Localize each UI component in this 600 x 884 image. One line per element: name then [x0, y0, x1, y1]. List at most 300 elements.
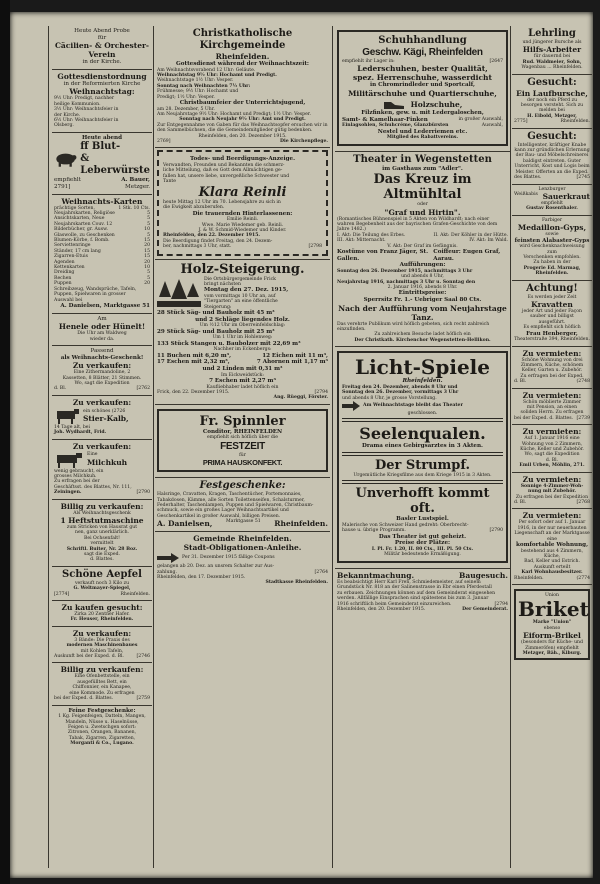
billig2-line: eine Kommode. Zu erfragen	[69, 690, 135, 696]
pig-icon	[54, 148, 77, 170]
karten-line: Auswahl bei	[54, 297, 83, 303]
holz-line: "Tiergarten" an eine öffentliche	[204, 299, 278, 305]
sauerkraut-line: Lenzburger	[538, 186, 566, 192]
column-rule	[153, 26, 154, 868]
briket-line: ebenso	[543, 625, 561, 631]
holz-line: Steigerung:	[204, 304, 232, 310]
lehrling-title: Lehrling	[528, 28, 576, 39]
holz-line: Kaufliebhaber ladet höflich ein	[206, 384, 279, 390]
karten-ad	[52, 195, 152, 314]
milchkuh-title: Milchkuh	[87, 457, 128, 467]
karten-line: Puppen, Spielwaren in grosser	[54, 292, 126, 298]
medaillon-ad	[512, 216, 592, 281]
todes-line: heute Mittag 12 Uhr im 70. Lebensjahre zu sich in	[163, 199, 281, 205]
schuh-ad	[335, 26, 510, 152]
kalb-title: Stier-Kalb,	[83, 413, 129, 423]
achtung-line: sauber und billigst	[530, 314, 574, 320]
vermieten-line: Wohnung von 2 Zimmern,	[521, 441, 583, 447]
holz-item: 28 Stück Säg- und Bauholz mit 45 m³	[157, 310, 275, 317]
gottesdienst-line: der Kirche.	[54, 112, 81, 118]
billig2-ad	[52, 663, 152, 705]
feigen-line: Mandeln, Nüsse u. Haselnüsse,	[65, 719, 139, 725]
geschenk-line: Wo, sagt die Expedition	[74, 380, 130, 386]
holz-item: 12 Eichen mit 11 m³,	[262, 352, 328, 359]
gesucht2-line: Intelligenter, kräftiger Knabe	[517, 142, 587, 148]
holz-line: bringt nächsten	[204, 281, 241, 287]
karten-item: Neujahrskarten Couv. 12 5	[54, 221, 150, 227]
gesucht-title: Gesucht:	[527, 76, 577, 88]
probe-line: für	[97, 34, 107, 41]
spinnler-festzeit: FESTZEIT	[220, 440, 265, 452]
gemeinde-line: zahlung.	[157, 569, 177, 575]
ornament-border	[157, 150, 328, 255]
vermieten-line: Zimmern, Küche, schönem	[520, 363, 584, 368]
vermieten-name: Karl Wohnhausbesitzer.	[521, 570, 583, 576]
theater-line: Zu zahlreichem Besuche ladet höflich ein	[374, 332, 471, 338]
festgeschenke-title: Festgeschenke:	[199, 480, 286, 492]
schuh-box	[337, 30, 508, 146]
todes-anzeige	[155, 148, 330, 259]
lehrling-line: für dauernd bei	[533, 54, 571, 60]
kaufen-name: Fr. Heuser, Rheinfelden.	[70, 617, 134, 623]
karten-item: Rechen 5	[54, 275, 150, 281]
geschenk-line: d. Bl.	[54, 386, 67, 392]
verkaufen2-ad	[52, 627, 152, 664]
geschenk-line: als Weihnachts-Geschenk!	[60, 354, 144, 361]
achtung-line: Theaterstraße 394, Rheinfelden.	[514, 337, 590, 343]
holz-item: 7 Eschen mit 2,27 m³	[209, 377, 276, 384]
shoe-icon	[383, 98, 405, 110]
festgeschenke-line: Halsringe, Cravatten, Kragen, Taschentücher, Portemonnaies,	[157, 492, 302, 498]
todes-line: Die Beerdigung findet Freitag, den 24. Dezem-	[163, 238, 273, 244]
schuh-line: Samt- & Kamelhaar-Finken	[342, 116, 428, 123]
holz-date: Montag den 27. Dez. 1915,	[204, 287, 289, 294]
cow-icon	[54, 451, 84, 469]
verkaufen2-line: Auskunft bei der Exped. d. Bl.	[54, 654, 124, 660]
karten-item: Puppen 20	[54, 281, 150, 287]
festgeschenke-line: Tabakdosen, Kämme, alle Sorten Toilettenseifen, Schalsturmer,	[157, 497, 305, 503]
vermieten-line: Schöne Wohnung von drei	[521, 357, 583, 363]
kirche-line: Frühmesse; 9½ Uhr: Hochamt und	[157, 89, 239, 95]
achtung-name: Frau Henberger,	[526, 330, 578, 337]
briket-name: Metzger, Bäh., Kiburg.	[522, 651, 582, 656]
achtung-line: jeder Art und jeder Façon	[522, 308, 582, 314]
karten-item: Glaswolle, zu Geschenken 5	[54, 232, 150, 238]
theater-line: Kostüme von Franz Jäger, St. Gallen.	[337, 249, 429, 262]
geschenk-line: Passend	[90, 347, 114, 354]
kalb-name: Joh. Wydhardt, Frid.	[54, 430, 107, 436]
achtung-sub: Kravatten	[531, 299, 573, 309]
lichtspiele-box	[337, 351, 508, 563]
gesucht-sub: Ein Laufbursche,	[516, 88, 588, 98]
briket-ad	[512, 585, 592, 665]
theater-play: Das Kreuz im Altmühltal	[373, 172, 472, 203]
vermieten-line: Liegenschaft an der Marktgasse	[514, 531, 590, 537]
gottesdienst-line: Olsberg.	[54, 123, 74, 129]
gottesdienst-line: 3½ Uhr: Weihnachtsfeier in	[54, 107, 119, 113]
henele-line: wieder da.	[89, 336, 115, 342]
pointing-hand-icon	[342, 401, 360, 411]
karten-item: Serviettenringe 20	[54, 243, 150, 249]
spinnler-sub: Conditor, RHEINFELDEN	[202, 428, 283, 435]
holz-time: Im Eickweidstück:	[221, 372, 264, 378]
vermieten-line: eine	[547, 536, 557, 542]
vermieten-line: Per sofort oder auf 1. Januar	[518, 520, 586, 526]
geschenk-line: Eine Zithermandoline, 2	[73, 370, 131, 376]
billig-line: vermittelt	[90, 541, 114, 547]
achtung-line: Es werden jeder Zeit	[527, 294, 577, 300]
ad-code: [2794	[314, 389, 328, 395]
theater-akt: II. Akt: Der Köhler in der Hütte.	[433, 232, 508, 238]
ad-code: 2769]	[157, 139, 171, 145]
kaufen-head: Zu kaufen gesucht:	[61, 603, 143, 613]
lichtspiele-ad	[335, 347, 510, 569]
milchkuh-place: Zeiningen.	[54, 490, 82, 496]
festgeschenke-line: schmuck, sowie ein großes Lager Weihnachtsartikel und	[157, 508, 289, 514]
schuh-line: Einlagsohlen, Schuhcréme, Glanzbürsten	[342, 123, 449, 129]
todes-title: Todes- und Beerdigungs-Anzeige.	[189, 156, 296, 163]
vermieten-title: Zu vermieten:	[522, 348, 582, 358]
karten-item: Neujahrskarten, Religiöse 5	[54, 211, 150, 216]
ad-code: [2790	[136, 490, 150, 496]
karten-item: Ständer, 17 cm lang 15	[54, 248, 150, 254]
ad-code: 2791]	[54, 184, 71, 190]
feigen-line: Zitronen, Orangen, Bananen,	[67, 730, 137, 736]
kirche-line: Christbaumfeier der Unterrichtsjugend,	[179, 100, 306, 107]
briket-box	[514, 589, 590, 660]
gesucht-line: Rheinfelden.	[560, 119, 590, 125]
ad-code: [2798	[308, 244, 322, 250]
vermieten-line: Sonnige 4-Zimmer-Woh-	[520, 483, 584, 489]
holz-steigerung	[155, 260, 330, 405]
leberwurst-title: & Leberwürste	[80, 153, 150, 177]
gesucht2-line: kann zur gründlichen Erlernung	[514, 148, 590, 154]
todes-line: ber, nachmittags 3 Uhr, statt.	[163, 244, 232, 250]
gemeinde-line: Per 31. Dezember 1915 fällige Coupons	[182, 555, 275, 561]
billig-line: zum Stricken von Hausrat gut	[66, 524, 138, 530]
schuh-line: Holzschuhe,	[410, 99, 463, 109]
knabe-ad	[512, 129, 592, 185]
schuh-line: in großer Auswahl,	[458, 116, 503, 122]
theater-line: Neujahrstag 1916, nachmittags 3 Uhr u. Sonntag den	[337, 279, 476, 285]
schuh-line: in Chromrindleder und Sportcalf,	[370, 82, 475, 89]
karten-title: Weihnachts-Karten	[61, 196, 143, 206]
kirche-line: Am Weihnachtsvorabend 12 Uhr: Geläute.	[157, 67, 256, 73]
lichtspiele-line: Militär bedeutende Ermäßigung.	[384, 552, 461, 558]
film-title: Der Strumpf.	[374, 458, 471, 474]
vermieten-title: Zu vermieten:	[522, 427, 582, 437]
theater-head: Aufführungen:	[399, 262, 446, 269]
vermieten-line: Schön möblierte Zimmer	[522, 399, 582, 405]
bau-line: 1916 schriftlich beim Gemeinderat einzureichen.	[337, 601, 452, 607]
theater-line: Sperrsitz Fr. 1.- Uebriger Saal 80 Cts.	[363, 297, 482, 304]
todes-line: fallen hat, unsere liebe, unvergeßliche Schwester und	[163, 173, 290, 179]
kirche-line: Weihnachtstage 1½ Uhr: Vesper.	[157, 78, 234, 84]
schuh-line: spez. Herrenschuhe, wasserdicht	[353, 73, 492, 83]
karten-item: Bilderbücher, gr. Ausw. 10	[54, 227, 150, 233]
theater-line: Coiffeur: Eugen Graf, Aarau.	[433, 249, 501, 262]
gesucht2-line: baldigst eintreten. Guter	[523, 158, 581, 164]
festgeschenke-line: Geschenkartikel in großer Auswahl, billigen Preisen.	[157, 513, 281, 519]
bau-place: Rheinfelden, den 20. Dezember 1915.	[337, 606, 426, 612]
spinnler-box	[157, 409, 328, 472]
probe-line: in der Kirche.	[82, 59, 122, 66]
blut-line: empfiehlt	[54, 177, 81, 184]
bau-line: Grundstück Nr. 818 an der Salinenstrasse in Ebr einen Pferdestall	[337, 585, 492, 591]
holz-place: Frick, den 22. Dezember 1915.	[157, 389, 230, 395]
kalb-line: 14 Tage alt, bei	[54, 424, 90, 430]
column-rule	[510, 26, 511, 868]
ad-code: [2647	[489, 59, 503, 64]
vermieten-line: Rheinfelden.	[514, 575, 544, 581]
lichtspiele-title: Licht-Spiele	[355, 355, 490, 380]
vermieten-ad	[512, 389, 592, 426]
lichtspiele-line: Sonntag den 26. Dezember, vormittags 3 Uhr	[342, 390, 459, 396]
vermieten-line: bestehend aus 4 Zimmern, Küche,	[520, 548, 584, 559]
milchkuh-head: Zu verkaufen:	[72, 441, 132, 451]
todes-line: liche Mitteilung, daß es Gott dem Allmächtigen ge-	[163, 168, 283, 174]
column-rule	[332, 26, 333, 868]
lehrling-line: und jüngerer Bursche als	[522, 40, 582, 45]
vermieten-title: Zu vermieten:	[522, 390, 582, 400]
todes-line: Emilie Reinli.	[226, 217, 259, 223]
holz-item: 17 Eschen mit 2,32 m³,	[157, 359, 230, 366]
todes-line: die Ewigkeit abzuberufen.	[163, 205, 225, 211]
kirche-sign: Die Kirchenpflege.	[279, 139, 328, 145]
billig-title: 1 Heftstutmaschine	[60, 515, 144, 525]
holz-time: Um 1 Uhr im Hohlenweg:	[212, 335, 273, 341]
holz-sign: Ang. Rüeggi, Förster.	[273, 395, 328, 401]
gemeinde-line: gelangen ab 20. Dez. an unsrem Schalter zur Aus-	[157, 564, 275, 570]
theater-akt: V. Akt: Der Graf im Gefängnis.	[387, 243, 458, 249]
geschenk-title: Zu verkaufen:	[72, 361, 132, 371]
spinnler-line: für	[239, 452, 246, 458]
kaufen-line: Zirka 20 Zentner Hafer.	[74, 612, 130, 618]
ad-code: [2759	[136, 696, 150, 702]
schuh-title: Schuhhandlung	[378, 35, 467, 46]
gottesdienst-line: heilige Kommunion.	[54, 101, 101, 107]
lehrling-ad	[512, 26, 592, 75]
verkaufen2-head: Zu verkaufen:	[72, 628, 132, 638]
sauerkraut-ad	[512, 185, 592, 216]
achtung-ad	[512, 281, 592, 347]
vermieten-ad	[512, 473, 592, 510]
gottesdienst-title: Gottesdienstordnung	[57, 71, 147, 81]
holz-item: 29 Stück Säg- und Bauholz mit 25 m³	[157, 328, 275, 335]
sauerkraut-title: Sauerkraut	[542, 191, 590, 201]
todes-line: Rheinfelden, den 22. Dezember 1915.	[163, 233, 260, 239]
gemeinde-title: Gemeinde Rheinfelden.	[193, 534, 292, 544]
billig2-line: Eine Ofenbettstelle, ein	[74, 674, 130, 680]
henele-title: Henele oder Hünelt!	[58, 322, 146, 332]
ad-code: [2790	[489, 528, 503, 534]
ad-code: [2745	[576, 175, 590, 181]
gemeinde-sub: Stadt-Obligationen-Anleihe.	[183, 543, 302, 553]
spinnler-name: Fr. Spinnler	[199, 413, 286, 429]
vermieten-line: nung mit Zubehör.	[528, 489, 576, 495]
theater-line: Das verehrte Publikum wird höflich gebeten, sich recht zahlreich einzufinden.	[337, 321, 490, 333]
lehrling-name: Rud. Waldmeier, Sohn,	[522, 59, 582, 65]
ad-code: 2775]	[514, 119, 528, 125]
vermieten-title: Zu vermieten:	[522, 474, 582, 484]
theater-line: 2. Januar 1916, abends 8 Uhr.	[387, 285, 458, 291]
billig-line: sagt die Exped.	[84, 552, 120, 557]
probe-line: Heute Abend Probe	[74, 28, 130, 34]
gottesdienst-line: 9½ Uhr: Predigt, nachher	[54, 96, 115, 102]
column-3	[335, 26, 510, 868]
lichtspiele-prices: I. Pl. Fr. 1.20, II. 80 Cts., III. Pl. 50 Cts.	[371, 547, 474, 553]
bau-title: Bekanntmachung.	[337, 570, 415, 580]
column-rule	[48, 26, 49, 868]
ad-code: [2762	[136, 386, 150, 392]
gesucht2-line: des Blattes.	[514, 175, 542, 181]
ad-code: [2739	[576, 415, 590, 421]
vermieten-line: Auskunft erteilt	[533, 564, 571, 570]
gemeinde-place: Rheinfelden, den 17. Dezember 1915.	[157, 575, 246, 580]
aepfel-line: verkauft noch 3 Kilo zu	[74, 580, 130, 586]
gemeinde-notice	[155, 532, 330, 589]
kirche-line: Am Neujahrstage 9½ Uhr: Hochamt und Predigt; 1½ Uhr: Vesper.	[157, 112, 311, 118]
lichtspiele-line: geschlossen.	[407, 411, 438, 417]
medaillon-name: Progerie Ed. Marmag,	[523, 265, 581, 271]
achtung-line: ausgeführt.	[538, 319, 566, 325]
lichtspiele-line: Am Weihnachtstage bleibt das Theater	[363, 403, 463, 409]
karten-item: Zigarren-Etuis 15	[54, 254, 150, 260]
festgeschenke-line: Federhalter, Taschenlampen, Puppen und Spielwaren, Christbaum-	[157, 502, 314, 508]
holz-title: Holz-Steigerung.	[180, 261, 305, 277]
theater-akt: III. Akt: Mitternacht.	[337, 238, 386, 244]
gottesdienst-head: Weihnachtstag:	[69, 87, 135, 97]
medaillon-line: wird Geschenknachweisung zum	[519, 244, 585, 255]
film-sub: Urgemütliche Kriegsfilme aus dem Kriege 1915 in 3 Akten.	[353, 473, 492, 479]
vermieten-line: Keller, Garten u. Zubehör.	[521, 368, 583, 374]
holz-item: und 2 Linden mit 0,31 m³	[202, 365, 283, 372]
ad-code: [2768	[576, 499, 590, 505]
medaillon-line: sowie	[545, 232, 559, 238]
karten-item: Blumen-Körbe, f. Bomb. 15	[54, 238, 150, 244]
ad-code: [2794	[494, 601, 508, 607]
medaillon-line: Rheinfelden.	[535, 271, 569, 277]
holz-item: 7 Ahornen mit 1,17 m³	[256, 359, 328, 366]
aepfel-title: Schöne Aepfel	[62, 568, 142, 580]
ad-code: [2764	[314, 569, 328, 575]
festgeschenke-addr: Marktgasse 51	[226, 519, 261, 525]
lichtspiele-line: Preise der Plätze:	[394, 540, 451, 547]
gemeinde-sign: Stadtkasse Rheinfelden.	[265, 580, 328, 586]
milchkuh-line: grosses Milchkuh.	[54, 473, 97, 479]
theater-line: und abends 8 Uhr,	[401, 274, 444, 280]
kirche-line: Weihnachtstag 9½ Uhr: Hochamt und Predigt.	[157, 73, 277, 78]
lichtspiele-line: Malerische von Schweizer Hand gedreht: Oberbrecht-	[342, 523, 469, 529]
theater-oder: oder	[417, 202, 428, 208]
gottesdienst-line: 6½ Uhr: Weihnachtsfeier in	[54, 118, 119, 123]
theater-play2: "Graf und Hirtin".	[384, 207, 461, 217]
aepfel-ad	[52, 567, 152, 601]
laufbursche-ad	[512, 75, 592, 129]
lehrling-line: Wagenbau ... Rheinfelden.	[521, 65, 583, 71]
cow-icon	[54, 407, 80, 425]
vermieten-ad	[512, 425, 592, 472]
vermieten-title: Zu vermieten:	[522, 511, 582, 521]
kalb-line: ein schönes (2726	[83, 408, 126, 414]
gesucht-line: melden bei	[539, 108, 565, 114]
blut-name: A. Bauer,	[121, 177, 150, 184]
vermieten-line: Küche, Keller und Zubehör.	[520, 447, 584, 453]
vermieten-line: d. Bl.	[545, 457, 559, 463]
ad-code: (2748	[576, 379, 590, 385]
vermieten-line: Zu erfragen bei der Expedition	[515, 494, 589, 500]
henele-line: Die Uhr am Waldweg	[77, 331, 127, 337]
briket-line: (besonders für Küche- und	[521, 640, 583, 646]
blut-line: Metzger.	[125, 184, 150, 190]
briket-title: Briket	[518, 597, 589, 622]
achtung-line: Es empfiehlt sich höflich	[523, 325, 581, 331]
film-title: Unverhofft kommt oft.	[355, 486, 490, 517]
forest-icon	[157, 277, 201, 309]
lehrling-sub: Hilfs-Arbeiter	[522, 45, 582, 55]
schuh-line: Filzfinken, gew. u. mit Ledergaloschen,	[361, 110, 484, 116]
geschenk-ad	[52, 346, 152, 396]
feigen-line: Feigen u. Zwetschgen sofort:	[68, 724, 136, 730]
film-title: Seelenqualen.	[359, 424, 486, 444]
medaillon-line: Farbiger	[541, 217, 563, 223]
medaillon-line: feinsten Alabaster-Gyps	[514, 237, 590, 244]
feigen-line: 1 Kg. Feigenfeigen, Datteln, Mangen,	[58, 714, 146, 720]
todes-line: Wwe. Marie Wiedemer geb. Reinli.	[201, 222, 284, 228]
karten-item: Ansichtskarten, Neue 5	[54, 216, 150, 222]
lichtspiele-line: und abends 8 Uhr, je grosse Vorstellung.	[342, 395, 437, 401]
vermieten-line: Wo, sagt die Expedition	[524, 452, 580, 458]
theater-akt: IV. Akt: Im Wald.	[469, 238, 508, 244]
holz-item: 133 Stück Stangen u. Baubolzer mit 22,69 m³	[157, 340, 301, 347]
gesucht2-line: Meister. Offerten an die Exped.	[515, 169, 589, 175]
probe-notice	[52, 26, 152, 70]
kirche-sub: Gottesdienst während der Weihnachtszeit:	[175, 61, 309, 67]
festgeschenke-ad	[155, 478, 330, 532]
gesucht-line: der noch ein Pferd zu	[526, 97, 578, 103]
vermieten-wohnung: komfortable Wohnung,	[515, 541, 589, 548]
achtung-title: Achtung!	[526, 282, 578, 294]
todes-line: Tante	[163, 179, 176, 185]
milchkuh-line: Zu erfragen bei der	[54, 479, 100, 485]
gesucht2-line: der Bau- und Möbelschreinerei	[515, 153, 589, 159]
gesucht-name: H. Eibold, Metzger,	[527, 113, 577, 119]
billig2-line: ausgefülltes Bett, ein	[77, 679, 127, 685]
blut-line: Heute abend	[81, 134, 123, 141]
kirche-date: Rheinfelden, den 20. Dezember 1915.	[198, 133, 287, 139]
billig-line: d. Blattes.	[90, 557, 114, 563]
lichtspiele-line: Freitag den 24. Dezember, abends 8 Uhr und	[342, 384, 458, 390]
todes-line: Die trauernden Hinterlassenen:	[192, 210, 293, 217]
vermieten-line: 1916, in der nur neuerbauten	[517, 525, 587, 531]
probe-title: Cäcilien- & Orchester-Verein	[54, 41, 150, 60]
verkaufen2-line: modernen Maschinenbaues	[66, 643, 138, 649]
holz-time: Nachher im Eckenbergs:	[213, 347, 272, 353]
theater-akt: I. Akt: Die Teilung des Erbes.	[337, 232, 406, 238]
vermieten-line: mit Pension, an einen	[526, 405, 578, 411]
bau-line: zu erbauen. Zeichnungen können auf dem Gemeinderat eingesehen	[337, 590, 496, 596]
karten-list	[54, 206, 150, 287]
billig-ad	[52, 500, 152, 567]
sauerkraut-line: Weißkabis	[514, 191, 538, 197]
kirche-line: Sonntag nach Weihnachten 7½ Uhr:	[157, 83, 251, 89]
kirche-line: Sonntag nach Neujahr 9½ Uhr: Amt und Predigt.	[179, 117, 306, 123]
billig2-line: Chiffonnier, ein Kanapee,	[72, 685, 132, 691]
spinnler-ad	[155, 405, 330, 478]
milchkuh-line: Eine	[87, 452, 98, 458]
kalb-head: Zu verkaufen:	[72, 397, 132, 407]
lichtspiele-line: Das Theater ist gut geheizt.	[378, 533, 467, 540]
